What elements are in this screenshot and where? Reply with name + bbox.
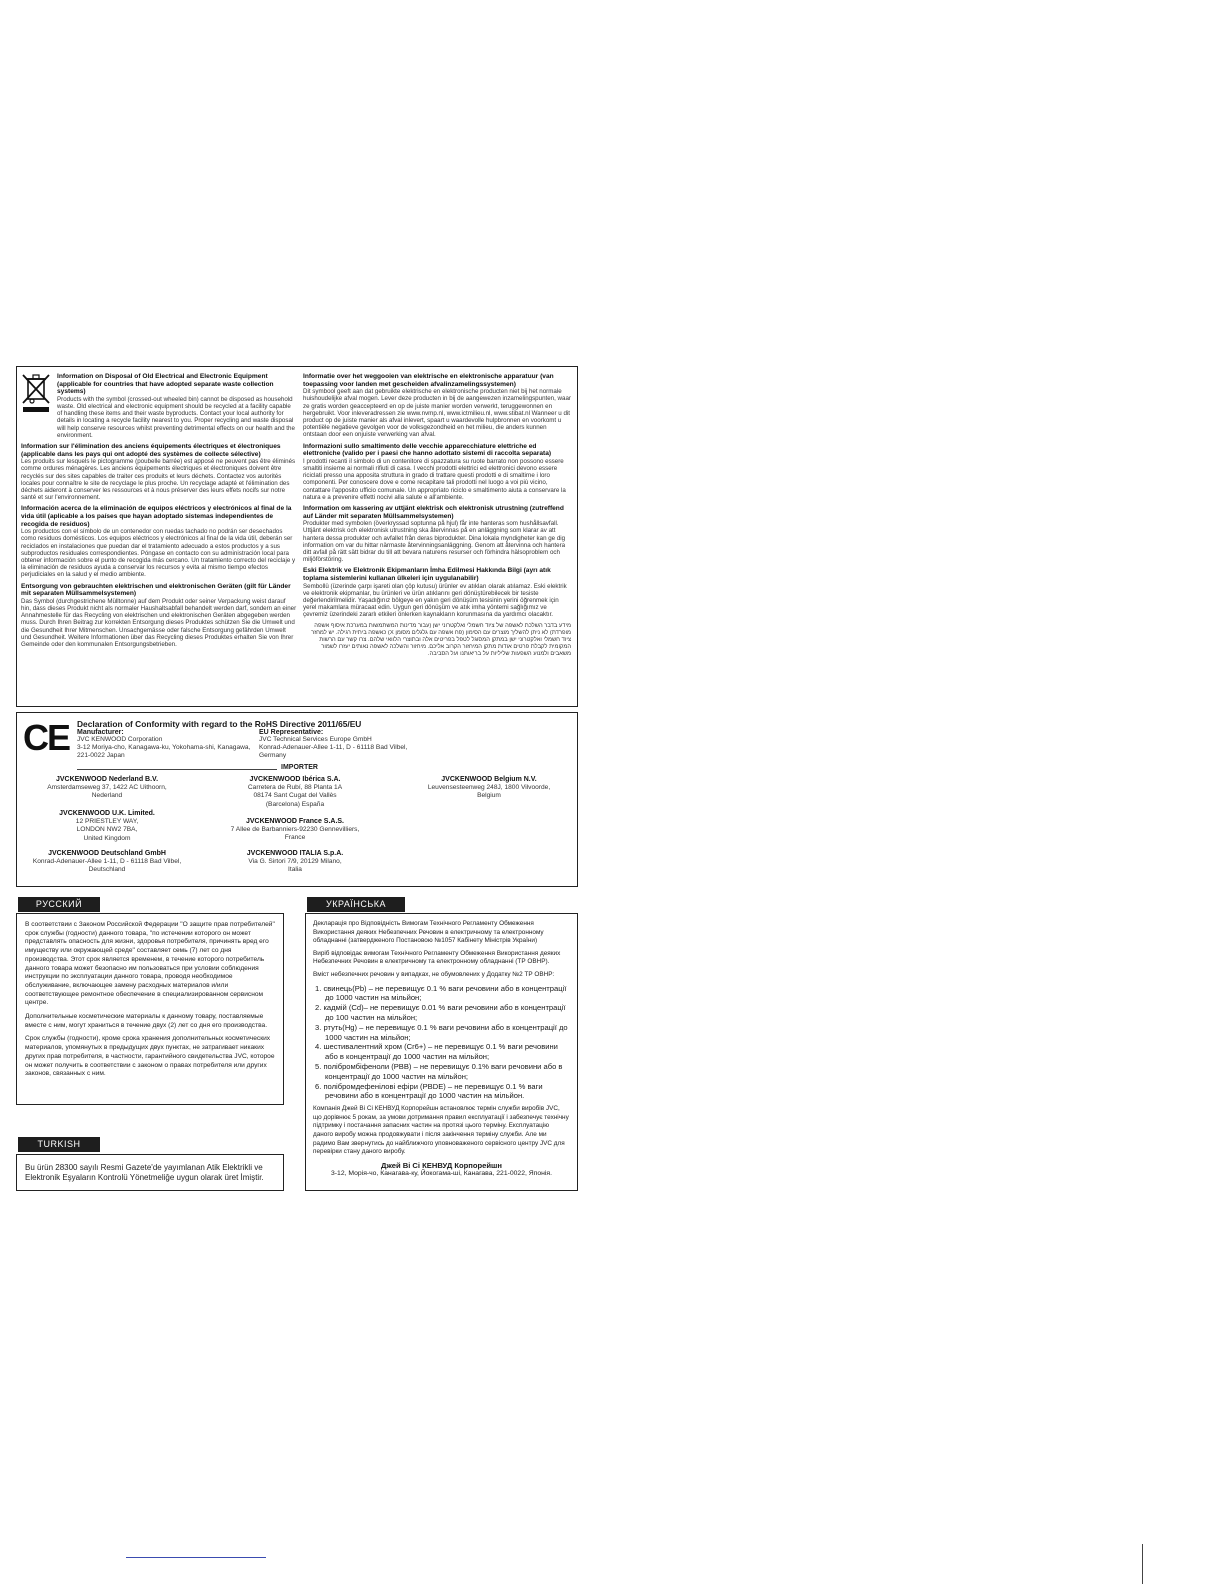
importer-address-line: Konrad-Adenauer-Allee 1-11, D - 61118 Bad Vilbel,: [32, 858, 182, 865]
importer-divider: [77, 751, 318, 771]
importer-entry: [215, 817, 375, 843]
weee-section-en: [21, 373, 297, 439]
importer-address-line: 7 Allee de Barbanniers-92230 Gennevilliers,: [230, 826, 360, 833]
importer-address-line: (Barcelona) España: [265, 800, 325, 808]
weee-fr-body: Les produits sur lesquels le pictogramme (poubelle barrée) est apposé ne peuvent pas être éliminés comme ordures ménagères. Les anciens équipements électriques et électroniques doivent être recyclés sur des sites capables de traiter ces produits et leurs déchets. Contactez vos autorités locales pour connaître le site de recyclage le plus proche. Un recyclage adapté et l'élimination des déchets aideront à conserver les ressources et à nous préserver des leurs effets nocifs sur notre santé et sur l'environnement.: [21, 458, 296, 502]
importer-name: JVCKENWOOD Belgium N.V.: [441, 776, 537, 783]
list-item: 6. полібромдефенілові ефіри (PBDE) – не перевищує 0.1 % ваги речовини або в концентрації до 1000 частин на мільйон.: [315, 1081, 543, 1101]
ukrainian-service-life-text: Компанія Джей Ві Сі КЕНВУД Корпорейшн встановлює термін служби виробів JVC, що дорівнює 5 рокам, за умови дотримання правил експлуатації і забезпечує технічну підтримку і постачання запасних частин на протязі цього терміну. Експлуатацію даного виробу можна продовжувати і після закінчення терміну служби. Але ми радимо Вам звернутись до найближчого уповноваженого сервісного центру JVC для перевірки стану даного виробу.: [313, 1105, 569, 1156]
russian-paragraph: В соответствии с Законом Российской Федерации "О защите прав потребителей" срок службы (годности) данного товара, "по истечении которого он может представлять опасность для жизни, здоровья потребителя, причинять вред его имуществу или окружающей среде" составляет семь (7) лет со дня производства. Этот срок является временем, в течение которого потребитель данного товара может безопасно им пользоваться при условии соблюдения инструкции по эксплуатации данного товара, проводя необходимое обслуживание, включающее замену расходных материалов и/или соответствующее ремонтное обеспечение в специализированном сервисном центре.: [25, 921, 275, 1007]
eu-representative-line: Germany: [259, 752, 287, 760]
list-item: 1. свинець(Pb) – не перевищує 0.1 % ваги речовини або в концентрації до 1000 частин на мільйон;: [315, 983, 567, 1003]
weee-es-title: Información acerca de la eliminación de equipos eléctricos y electrónicos al final de la vida útil (aplicable a los países que hayan adoptado sistemas independientes de recogida de residuos): [21, 505, 292, 528]
russian-paragraph: Дополнительные косметические материалы к данному товару, поставляемые вместе с ним, могут храниться в течение двух (2) лет со дня его производства.: [25, 1013, 268, 1029]
tab-turkish: TURKISH: [18, 1137, 100, 1152]
weee-it-title: Informazioni sullo smaltimento delle vecchie apparecchiature elettriche ed elettroniche (valido per i paesi che hanno adottato sistemi di raccolta separata): [303, 442, 552, 458]
ukrainian-declaration-text: Декларація про Відповідність Вимогам Технічного Регламенту Обмеження Використання деяких Небезпечних Речовин в електричному та електронному обладнанні (затвердженого Постановою №1057 Кабінету Міністрів України): [313, 920, 544, 945]
importer-address-line: 08174 Sant Cugat del Vallès: [253, 792, 337, 800]
importer-name: JVCKENWOOD Nederland B.V.: [55, 776, 159, 783]
weee-tr-body: Sembollü (üzerinde çarpı işareti olan çöp kutusu) ürünler ev atıkları olarak atılamaz. Eski elektrik ve elektronik ekipmanlar, bu ürünleri ve ürün atıklarını geri dönüştürebilecek bir tesiste değerlendirilmelidir. Yaşadığınız bölgeye en yakın geri dönüşüm tesisinin yerini öğrenmek için yerel makamlara müracaat edin. Uygun geri dönüşüm ve atık imha yöntemi sağlığımız ve çevremiz üzerindeki zararlı etkileri önlerken kaynakların korunmasına da yardımcı olacaktır.: [303, 582, 567, 619]
russian-paragraph: Срок службы (годности), кроме срока хранения дополнительных косметических материалов, упомянутых в предыдущих двух пунктах, не затрагивает никаких других прав потребителя, в частности, гарантийного свидетельства JVC, которое он может получить в соответствии с законом о правах потребителя или других законов, связанных с ним.: [25, 1035, 275, 1078]
importer-address-line: Leuvensesteenweg 248J, 1800 Vilvoorde,: [427, 784, 551, 791]
turkish-box: [16, 1154, 284, 1191]
importer-entry: [215, 849, 375, 875]
importer-name: JVCKENWOOD Ibérica S.A.: [249, 776, 341, 783]
ukrainian-box: [305, 913, 578, 1191]
weee-he-body: מידע בדבר השלכת לאשפה של ציוד חשמלי ואלקטרוני ישן (עבור מדינות המשתמשות במערכת איסוף אשפה מופרדת) לא ניתן להשליך מוצרים עם הסימון (פח אשפה עם גלגלים מסומן X) כאשפה ביתית רגילה. יש למחזר ציוד חשמלי ואלקטרוני ישן במתקן המסוגל לטפל בפריטים אלה ובתוצרי הלוואי שלהם. צרו קשר עם הרשות המקומית לקבלת פרטים אודות מתקן המיחזור הקרוב אליכם. מיחזור והשלכה לאשפה נאותים יעזרו לשמור משאבים ולמנוע השפעות שליליות על בריאותנו ועל הסביבה.: [311, 622, 571, 658]
importer-entry: [215, 775, 375, 809]
weee-es-body: Los productos con el símbolo de un contenedor con ruedas tachado no podrán ser desechados como residuos domésticos. Los equipos eléctricos y electrónicos al final de la vida útil, deberán ser reciclados en instalaciones que puedan dar el tratamiento adecuado a estos productos y a sus subproductos residuales correspondientes. Póngase en contacto con su administración local para obtener información sobre el punto de recogida más cercano. Un tratamiento correcto del reciclaje y la eliminación de residuos ayuda a conservar los recursos y evita al mismo tiempo efectos perjudiciales en la salud y el medio ambiente.: [21, 528, 296, 579]
russian-box: [16, 913, 284, 1105]
manufacturer-line: 221-0022 Japan: [77, 752, 125, 760]
weee-section-tr: [303, 567, 571, 618]
importer-address-line: Via G. Sirtori 7/9, 20129 Milano,: [248, 858, 342, 865]
weee-section-sv: [303, 505, 571, 563]
importer-address-line: Italia: [288, 866, 302, 874]
importer-address-line: Deutschland: [88, 866, 126, 874]
weee-right-column: [303, 373, 571, 663]
crossed-out-bin-icon: [21, 373, 51, 413]
weee-disposal-box: [16, 366, 578, 707]
weee-it-body: I prodotti recanti il simbolo di un contenitore di spazzatura su ruote barrato non possono essere smaltiti insieme ai normali rifiuti di casa. I vecchi prodotti elettrici ed elettronici devono essere riciclati presso una apposita struttura in grado di trattare questi prodotti e di smaltirne i loro componenti. Per conoscere dove e come recapitare tali prodotti nel luogo a voi più vicino, contattare l'apposito ufficio comunale. Un appropriato riciclo e smaltimento aiuta a conservare la natura e a prevenire effetti nocivi alla salute e all'ambiente.: [303, 457, 566, 501]
importer-name: JVCKENWOOD France S.A.S.: [245, 818, 345, 825]
ukrainian-substances-intro: Вміст небезпечних речовин у випадках, не обумовлених у Додатку №2 ТР ОВНР:: [313, 970, 555, 978]
weee-left-column: [21, 373, 297, 652]
importer-entry: [27, 809, 187, 843]
weee-de-body: Das Symbol (durchgestrichene Mülltonne) auf dem Produkt oder seiner Verpackung weist darauf hin, dass dieses Produkt nicht als normaler Haushaltsabfall behandelt werden darf, sondern an einer Annahmestelle für das Recycling von elektrischen und elektronischen Geräten abgegeben werden muss. Durch Ihren Beitrag zur korrekten Entsorgung dieses Produktes schützen Sie die Umwelt und die Gesundheit Ihrer Mitmenschen. Unsachgemässe oder falsche Entsorgung gefährden Umwelt und Gesundheit. Weitere Informationen über das Recycling dieses Produktes erhalten Sie von Ihrer Gemeinde oder den kommunalen Entsorgungsbetrieben.: [21, 597, 297, 649]
ce-mark-logo: CE: [23, 717, 70, 758]
list-item: 5. полібромбіфеноли (PBB) – не перевищує 0.1% ваги речовини або в концентрації до 1000 частин на мільйон;: [315, 1061, 563, 1081]
importer-address-line: LONDON NW2 7BA,: [76, 826, 138, 834]
crop-line: [1142, 1544, 1143, 1584]
ukrainian-compliance-text: Виріб відповідає вимогам Технічного Регламенту Обмеження Використання деяких Небезпечних Речовин в електричному та електронному обладнанні (ТР ОВНР).: [313, 949, 561, 966]
manufacturer-label: Manufacturer:: [77, 729, 124, 736]
weee-sv-body: Produkter med symbolen (överkryssad soptunna på hjul) får inte hanteras som hushållsavfall. Uttjänt elektrisk och elektronisk utrustning ska återvinnas på en anläggning som klarar av att hantera dessa produkter och avfallet från deras biprodukter. Dina lokala myndigheter kan ge dig information om var du hittar närmaste återvinningsanläggning. Genom att återvinna och hantera ditt avfall på rätt sätt bidrar du till att bevara naturens resurser och förhindra hälsoproblem och miljöförstöring.: [303, 520, 566, 564]
importer-address-line: 12 PRIESTLEY WAY,: [75, 818, 139, 825]
importer-address-line: Amsterdamseweg 37, 1422 AC Uithoorn,: [47, 784, 167, 791]
importer-rule: [77, 769, 309, 770]
weee-section-de: [21, 583, 297, 649]
importer-address-line: France: [284, 834, 306, 842]
importer-address-line: United Kingdom: [83, 834, 131, 842]
weee-section-it: [303, 443, 571, 501]
importer-name: JVCKENWOOD Deutschland GmbH: [48, 850, 166, 857]
importer-entry: [27, 775, 187, 801]
crop-line: [126, 1557, 266, 1558]
manufacturer-line: 3-12 Moriya-cho, Kanagawa-ku, Yokohama-shi, Kanagawa,: [77, 744, 251, 752]
weee-sv-title: Information om kassering av uttjänt elektrisk och elektronisk utrustning (zutreffend auf Länder mit separaten Müllsammelsystemen): [303, 505, 564, 520]
tab-russian: РУССКИЙ: [18, 897, 100, 912]
list-item: 4. шестивалентний хром (Cr6+) – не перевищує 0.1 % ваги речовини або в концентрації до 1000 частин на мільйон;: [315, 1042, 558, 1062]
weee-section-es: [21, 505, 297, 578]
weee-fr-title: Information sur l'élimination des anciens équipements électriques et électroniques (applicable dans les pays qui ont adopté des systèmes de collecte sélective): [21, 443, 281, 458]
weee-section-he: [303, 623, 571, 659]
declaration-title: Declaration of Conformity with regard to the RoHS Directive 2011/65/EU: [77, 719, 362, 729]
weee-nl-body: Dit symbool geeft aan dat gebruikte elektrische en elektronische producten niet bij het normale huishoudelijke afval mogen. Lever deze producten in bij de aangewezen inzamelingspunten, waar ze gratis worden geaccepteerd en op de juiste manier worden verwerkt, teruggewonnen en hergebruikt. Voor inleveradressen zie www.nvmp.nl, www.ictmilieu.nl, www.stibat.nl Wanneer u dit product op de juiste manier als afval inlevert, spaart u waardevolle hulpbronnen en voorkomt u potentiële negatieve gevolgen voor de volksgezondheid en het milieu, die anders kunnen ontstaan door een onjuiste verwerking van afval.: [303, 388, 571, 439]
importer-name: JVCKENWOOD ITALIA S.p.A.: [246, 850, 344, 857]
list-item: 2. кадмій (Cd)– не перевищує 0.01 % ваги речовини або в концентрації до 100 частин на мільйон;: [315, 1003, 566, 1022]
importer-name: JVCKENWOOD U.K. Limited.: [59, 810, 155, 817]
importer-address-line: Carretera de Rubí, 88 Planta 1A: [247, 784, 343, 791]
eu-representative-line: JVC Technical Services Europe GmbH: [259, 736, 372, 743]
ukrainian-company-address: 3-12, Морія-чо, Канагава-ку, Йокогама-ші, Канагава, 221-0022, Японія.: [331, 1169, 552, 1177]
weee-de-title: Entsorgung von gebrauchten elektrischen und elektronischen Geräten (gilt für Länder mit separaten Müllsammelsystemen): [21, 582, 291, 598]
turkish-compliance-text: Bu ürün 28300 sayılı Resmi Gazete'de yayımlanan Atik Elektrikli ve Elektronik Eşyaların Kontrolü Yönetmeliğe uygun olarak üret İmiştir.: [25, 1163, 264, 1182]
tab-ukrainian: УКРАЇНСЬКА: [307, 897, 405, 912]
ukrainian-substances-list: [313, 984, 570, 1102]
list-item: 3. ртуть(Hg) – не перевищує 0.1 % ваги речовини або в концентрації до 1000 частин на мільйон;: [315, 1022, 568, 1042]
weee-en-title: Information on Disposal of Old Electrical and Electronic Equipment (applicable for countries that have adopted separate waste collection systems): [57, 373, 274, 396]
weee-section-nl: [303, 373, 571, 439]
declaration-box: [16, 712, 578, 887]
eu-representative-line: Konrad-Adenauer-Allee 1-11, D - 61118 Bad Vilbel,: [259, 744, 408, 752]
importer-label: IMPORTER: [277, 764, 322, 771]
eu-representative-label: EU Representative:: [259, 729, 324, 736]
weee-nl-title: Informatie over het weggooien van elektrische en elektronische apparatuur (van toepassing voor landen met gescheiden afvalinzamelingssystemen): [303, 373, 554, 388]
importer-entry: [409, 775, 569, 801]
weee-section-fr: [21, 443, 297, 501]
importer-entry: [19, 849, 195, 875]
importer-address-line: Belgium: [477, 792, 501, 800]
manufacturer-line: JVC KENWOOD Corporation: [77, 736, 163, 743]
weee-tr-title: Eski Elektrik ve Elektronik Ekipmanların İmha Edilmesi Hakkında Bilgi (ayrı atık toplama sistemlerini kullanan ülkeleri için uygulanabilir): [303, 567, 551, 583]
ukrainian-company-name: Джей Ві Сі КЕНВУД Корпорейшн: [381, 1160, 502, 1170]
weee-en-body: Products with the symbol (crossed-out wheeled bin) cannot be disposed as household waste. Old electrical and electronic equipment should be recycled at a facility capable of handling these items and their waste byproducts. Contact your local authority for details in locating a recycle facility nearest to you. Proper recycling and waste disposal will help conserve resources whilst preventing detrimental effects on our health and the environment.: [57, 395, 295, 439]
importer-address-line: Nederland: [91, 792, 123, 800]
